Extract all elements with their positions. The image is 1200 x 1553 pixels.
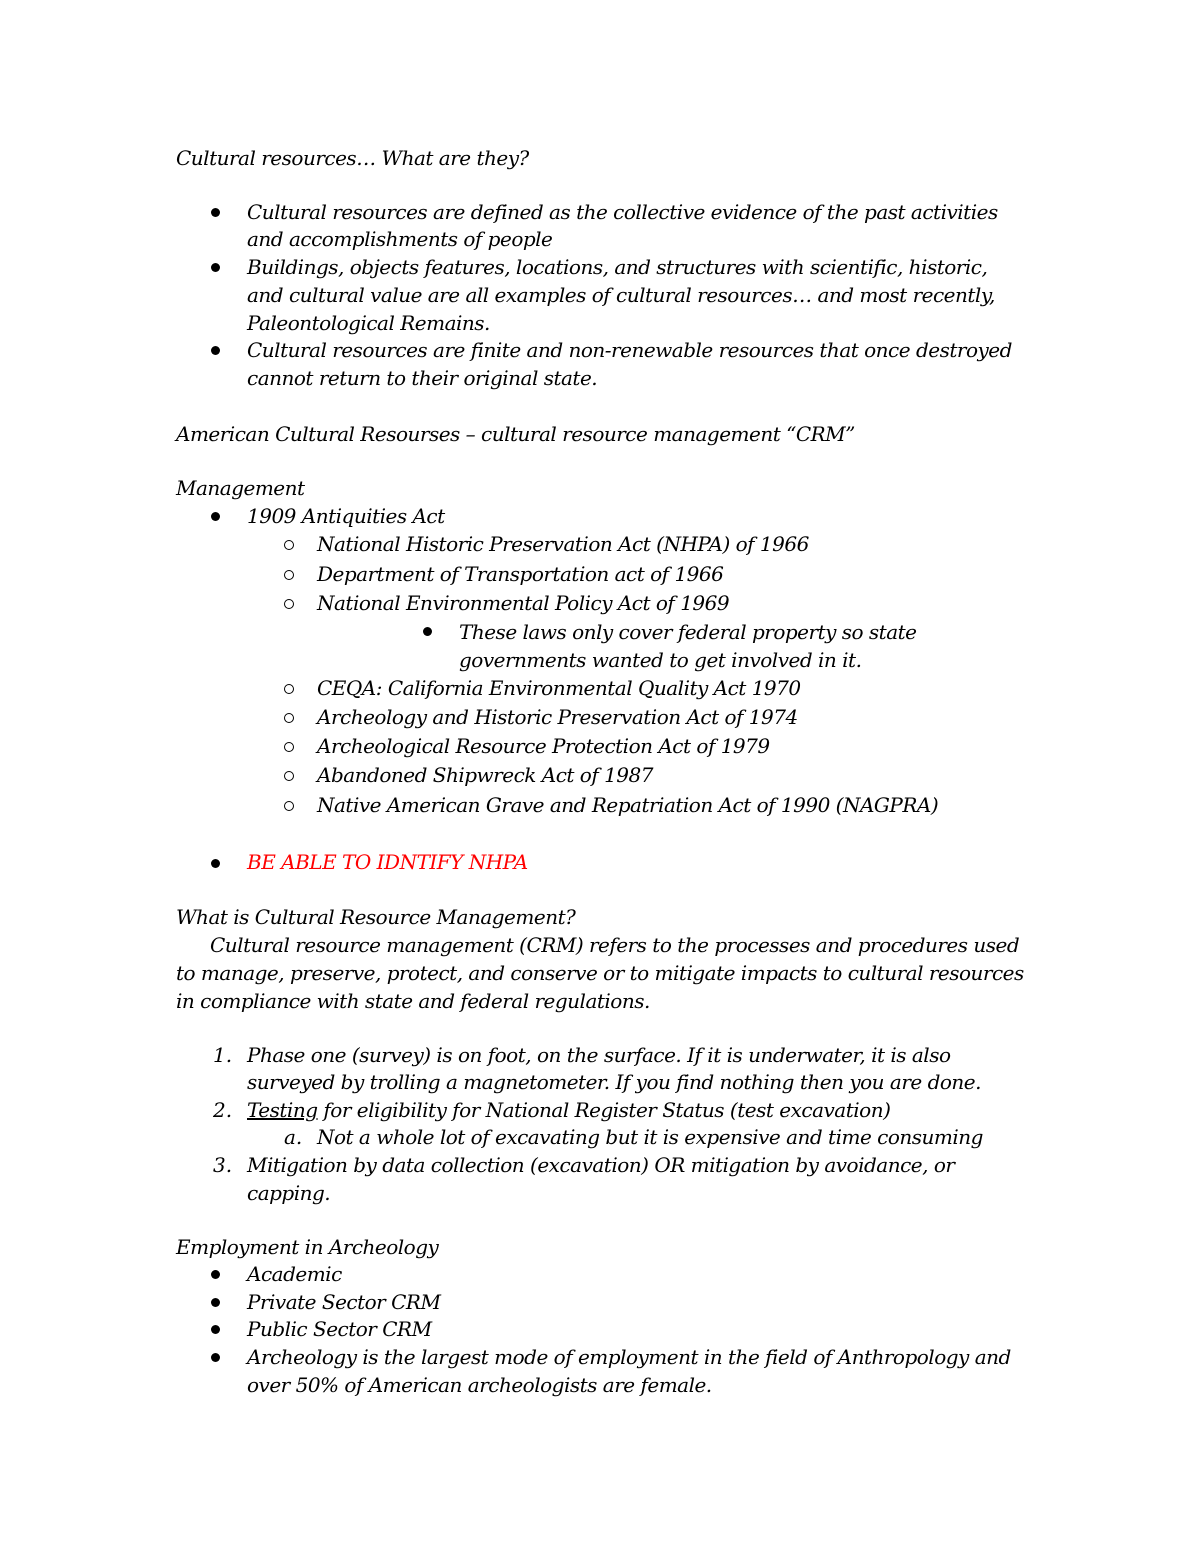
section-heading: Cultural resources… What are they? — [176, 146, 529, 170]
list-item-text: over 50% of American archeologists are female. — [247, 1373, 712, 1397]
bullet-icon — [211, 1353, 220, 1362]
list-item-text: Academic — [247, 1262, 342, 1286]
bullet-icon — [211, 1298, 220, 1307]
list-item-text: Paleontological Remains. — [247, 311, 490, 335]
list-item-text: Native American Grave and Repatriation Act of 1990 (NAGPRA) — [317, 793, 939, 817]
list-item-rest: for eligibility for National Register Status (test excavation) — [317, 1098, 891, 1122]
underlined-term: Testing — [247, 1098, 318, 1122]
list-item-text: Archeology and Historic Preservation Act of 1974 — [317, 705, 798, 729]
emphasis-note: BE ABLE TO IDNTIFY NHPA — [247, 850, 528, 874]
circle-bullet-icon — [284, 540, 294, 550]
paragraph-line: Cultural resource management (CRM) refers to the processes and procedures used — [210, 933, 1020, 957]
bullet-icon — [211, 1270, 220, 1279]
bullet-icon — [211, 859, 220, 868]
list-item-text: National Historic Preservation Act (NHPA) of 1966 — [317, 532, 809, 556]
paragraph-line: in compliance with state and federal regulations. — [176, 989, 650, 1013]
list-item-text: Mitigation by data collection (excavation) OR mitigation by avoidance, or — [247, 1153, 955, 1177]
section-heading: What is Cultural Resource Management? — [176, 905, 576, 929]
list-item-text: Not a whole lot of excavating but it is expensive and time consuming — [317, 1125, 983, 1149]
list-item-text: and accomplishments of people — [247, 227, 553, 251]
circle-bullet-icon — [284, 599, 294, 609]
list-item-text: Archeological Resource Protection Act of 1979 — [317, 734, 770, 758]
step-number: 1. — [213, 1043, 233, 1067]
step-number: 2. — [213, 1098, 233, 1122]
step-number: 3. — [213, 1153, 233, 1177]
list-item-text: Cultural resources are finite and non-renewable resources that once destroyed — [247, 338, 1012, 362]
list-item-text: surveyed by trolling a magnetometer. If you find nothing then you are done. — [247, 1070, 982, 1094]
circle-bullet-icon — [284, 684, 294, 694]
bullet-icon — [211, 346, 220, 355]
list-item-text: Archeology is the largest mode of employment in the field of Anthropology and — [247, 1345, 1011, 1369]
list-item-text: Private Sector CRM — [247, 1290, 441, 1314]
section-heading: American Cultural Resourses – cultural resource management “CRM” — [176, 422, 855, 446]
paragraph-line: to manage, preserve, protect, and conserve or to mitigate impacts to cultural resources — [176, 961, 1024, 985]
circle-bullet-icon — [284, 713, 294, 723]
list-item-text: Phase one (survey) is on foot, on the surface. If it is underwater, it is also — [247, 1043, 951, 1067]
list-item-text: cannot return to their original state. — [247, 366, 598, 390]
list-item-text — [247, 1096, 890, 1124]
list-item-text: These laws only cover federal property so state — [459, 620, 917, 644]
section-heading: Management — [176, 476, 305, 500]
bullet-icon — [211, 512, 220, 521]
list-item-text: CEQA: California Environmental Quality Act 1970 — [317, 676, 801, 700]
list-item-text: National Environmental Policy Act of 1969 — [317, 591, 730, 615]
list-item-text: Public Sector CRM — [247, 1317, 432, 1341]
list-item-text: Department of Transportation act of 1966 — [317, 562, 724, 586]
bullet-icon — [211, 1325, 220, 1334]
list-item-text: and cultural value are all examples of cultural resources… and most recently, — [247, 283, 995, 307]
circle-bullet-icon — [284, 771, 294, 781]
bullet-icon — [211, 263, 220, 272]
list-item-text: 1909 Antiquities Act — [247, 504, 445, 528]
circle-bullet-icon — [284, 570, 294, 580]
section-heading: Employment in Archeology — [176, 1235, 439, 1259]
list-item-text: Abandoned Shipwreck Act of 1987 — [317, 763, 653, 787]
circle-bullet-icon — [284, 801, 294, 811]
list-item-text: capping. — [247, 1181, 331, 1205]
circle-bullet-icon — [284, 742, 294, 752]
bullet-icon — [211, 208, 220, 217]
bullet-icon — [423, 627, 432, 636]
list-item-text: governments wanted to get involved in it. — [459, 648, 862, 672]
list-item-text: Buildings, objects features, locations, and structures with scientific, historic, — [247, 255, 988, 279]
list-item-text: Cultural resources are defined as the collective evidence of the past activities — [247, 200, 998, 224]
substep-letter: a. — [284, 1125, 303, 1149]
